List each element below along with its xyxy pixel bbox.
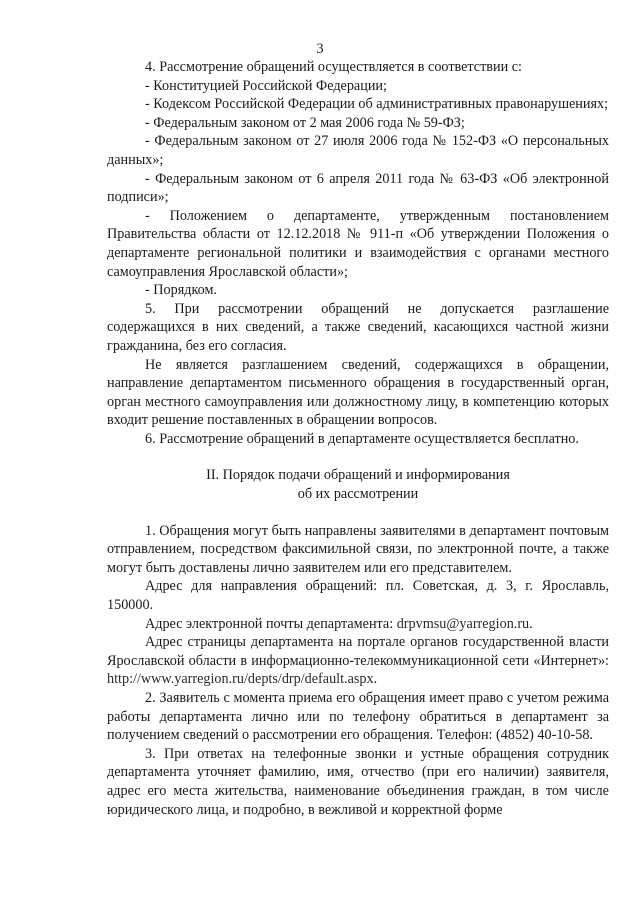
section-title-line2: об их рассмотрении [297,486,419,503]
list-item-law-59: - Федеральным законом от 2 мая 2006 года № 59-ФЗ; [145,114,465,131]
list-item-regulation: - Положением о департаменте, утвержденным постановлением Правительства области от 12.12.2018 № 911-п «Об утверждении Положения о департаменте региональной политики и взаимодействия с органами местного самоуправления Ярославской области»; [107,207,609,280]
email-link[interactable]: drpvmsu@yarregion.ru [396,615,530,632]
paragraph-item-4: 4. Рассмотрение обращений осуществляется в соответствии с: [145,59,522,75]
page-number: 3 [316,41,324,57]
paragraph-s2-item-3: 3. При ответах на телефонные звонки и устные обращения сотрудник департамента уточняет фамилию, имя, отчество (при его наличии) заявителя, адрес его места жительства, наименование объединения граждан, в том числе юридического лица, и подробно, в вежливой и корректной форме [107,745,609,818]
list-item-admin-code: - Кодексом Российской Федерации об административных правонарушениях; [145,96,609,113]
list-item-constitution: - Конституцией Российской Федерации; [145,77,387,94]
paragraph-email [107,615,609,634]
document-body [107,58,609,819]
paragraph-disclosure: Не является разглашением сведений, содержащихся в обращении, направление департаментом письменного обращения в государственный орган, орган местного самоуправления или должностному лицу, в компетенцию которых входит решение поставленных в обращении вопросов. [107,356,609,429]
list-item-law-63: - Федеральным законом от 6 апреля 2011 года № 63-ФЗ «Об электронной подписи»; [107,170,609,206]
section-title-line1: II. Порядок подачи обращений и информирования [206,467,510,484]
paragraph-s2-item-1: 1. Обращения могут быть направлены заявителями в департамент почтовым отправлением, посредством факсимильной связи, по электронной почте, а также могут быть доставлены лично заявителем или его представителем. [107,522,609,576]
list-item-law-152: - Федеральным законом от 27 июля 2006 года № 152-ФЗ «О персональных данных»; [107,133,609,168]
web-page-label: Адрес страницы департамента на портале органов государственной власти Ярославской области в информационно-телекоммуникационной сети «Интернет»: [107,634,609,669]
email-suffix: . [529,615,533,632]
paragraph-item-6: 6. Рассмотрение обращений в департаменте осуществляется бесплатно. [145,430,579,447]
paragraph-item-5: 5. При рассмотрении обращений не допускается разглашение содержащихся в них сведений, а также сведений, касающихся частной жизни гражданина, без его согласия. [107,300,609,354]
web-page-link[interactable]: http://www.yarregion.ru/depts/drp/default.aspx [107,671,374,688]
web-page-suffix: . [373,671,378,688]
paragraph-postal-address: Адрес для направления обращений: пл. Советская, д. 3, г. Ярославль, 150000. [107,578,609,614]
email-label: Адрес электронной почты департамента: [145,615,397,632]
paragraph-web-page [107,633,609,689]
list-item-procedure: - Порядком. [145,282,217,299]
paragraph-s2-item-2: 2. Заявитель с момента приема его обращения имеет право с учетом режима работы департамента лично или по телефону обратиться в департамент за получением сведений о рассмотрении его обращения. Телефон: (4852) 40-10-58. [107,690,609,744]
